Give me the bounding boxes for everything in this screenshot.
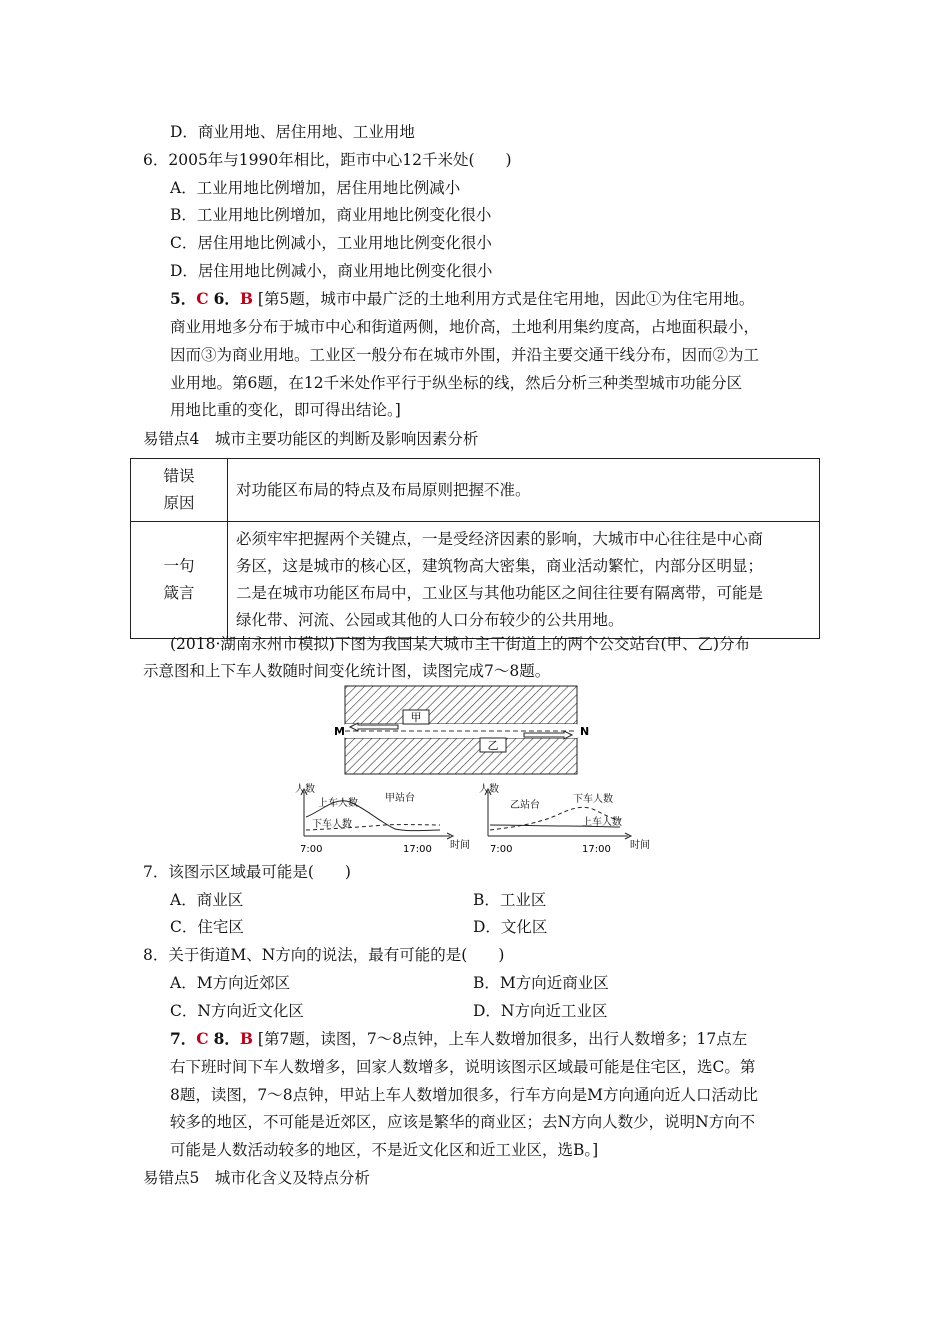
q6-option-d: D．居住用地比例减小，商业用地比例变化很小 <box>170 262 493 280</box>
answer-7-8-line4: 较多的地区，不可能是近郊区，应该是繁华的商业区；去N方向人数少，说明N方向不 <box>170 1113 756 1131</box>
tip-key-line: 箴言 <box>163 584 195 602</box>
answer-5-letter: C <box>196 289 209 308</box>
q7-stem: 7．该图示区域最可能是( ) <box>143 863 351 881</box>
chart-stop-jia <box>295 782 470 855</box>
direction-m-label: M <box>334 725 345 738</box>
direction-n-label: N <box>580 725 590 738</box>
explanation-text: [第7题，读图，7～8点钟，上车人数增加很多，出行人数增多；17点左 <box>257 1030 748 1048</box>
tip-motto-line: 绿化带、河流、公园或其他的人口分布较少的公共用地。 <box>236 611 624 629</box>
answer-6-letter: B <box>239 289 253 308</box>
q6-option-c: C．居住用地比例减小，工业用地比例变化很小 <box>170 234 492 252</box>
answer-5-6-line1 <box>170 289 754 309</box>
answer-5-6-line2: 商业用地多分布于城市中心和街道两侧，地价高，土地利用集约度高，占地面积最小， <box>170 318 760 336</box>
series-label-alighting: 下车人数 <box>573 794 613 805</box>
tip-key-line: 原因 <box>163 494 195 512</box>
tip-row-error-cause <box>131 459 820 522</box>
building-block-north <box>345 686 577 724</box>
series-label-alighting: 下车人数 <box>312 819 352 830</box>
q6-option-a: A．工业用地比例增加，居住用地比例减小 <box>170 179 461 197</box>
q7-option-a: A．商业区 <box>170 891 244 909</box>
y-axis-label: 人数 <box>295 784 315 795</box>
tick-end: 17:00 <box>403 844 432 855</box>
answer-7-number: 7． <box>170 1029 197 1048</box>
answer-6-number: 6． <box>213 289 240 308</box>
q6-option-b: B．工业用地比例增加，商业用地比例变化很小 <box>170 206 492 224</box>
tip-table <box>130 458 820 639</box>
chart-title-yi: 乙站台 <box>510 800 540 811</box>
tip-key-line: 错误 <box>163 467 195 485</box>
q6-stem: 6．2005年与1990年相比，距市中心12千米处( ) <box>143 151 512 169</box>
answer-5-number: 5． <box>170 289 197 308</box>
answer-8-number: 8． <box>213 1029 240 1048</box>
answer-8-letter: B <box>239 1029 253 1048</box>
q7-option-c: C．住宅区 <box>170 918 244 936</box>
tip-value-error-cause: 对功能区布局的特点及布局原则把握不准。 <box>228 459 820 522</box>
tick-end: 17:00 <box>582 844 611 855</box>
y-axis-label: 人数 <box>479 784 499 795</box>
tip-key-line: 一句 <box>163 557 195 575</box>
x-axis-label: 时间 <box>630 840 650 851</box>
bus-stop-figure <box>290 684 670 856</box>
answer-5-6-line5: 用地比重的变化，即可得出结论。] <box>170 401 401 419</box>
section-title-point4: 易错点4 城市主要功能区的判断及影响因素分析 <box>143 430 479 448</box>
series-label-boarding: 上车人数 <box>582 817 622 828</box>
tick-start: 7:00 <box>490 844 513 855</box>
answer-7-letter: C <box>196 1029 209 1048</box>
tip-value-motto <box>228 522 820 639</box>
building-block-south <box>345 738 577 774</box>
chart-stop-yi <box>479 782 650 855</box>
tip-motto-line: 务区，这是城市的核心区，建筑物高大密集，商业活动繁忙，内部分区明显； <box>236 557 764 575</box>
answer-7-8-line2: 右下班时间下车人数增多，回家人数增多，说明该图示区域最可能是住宅区，选C。第 <box>170 1058 756 1076</box>
section-title-point5: 易错点5 城市化含义及特点分析 <box>143 1169 370 1187</box>
stop-yi-label: 乙 <box>487 739 499 752</box>
explanation-text: [第5题，城市中最广泛的土地利用方式是住宅用地，因此①为住宅用地。 <box>257 290 755 308</box>
answer-7-8-line1 <box>170 1029 747 1049</box>
q7-option-d: D．文化区 <box>473 918 548 936</box>
x-axis-label: 时间 <box>450 840 470 851</box>
tick-start: 7:00 <box>300 844 323 855</box>
stop-jia-label: 甲 <box>410 711 422 724</box>
q8-option-c: C．N方向近文化区 <box>170 1002 304 1020</box>
q8-option-a: A．M方向近郊区 <box>170 974 291 992</box>
tip-row-motto <box>131 522 820 639</box>
intro-line2: 示意图和上下车人数随时间变化统计图，读图完成7～8题。 <box>143 662 551 680</box>
answer-7-8-line3: 8题，读图，7～8点钟，甲站上车人数增加很多，行车方向是M方向通向近人口活动比 <box>170 1086 758 1104</box>
answer-7-8-line5: 可能是人数活动较多的地区，不是近文化区和近工业区，选B。] <box>170 1141 599 1159</box>
intro-line1: (2018·湖南永州市模拟)下图为我国某大城市主干街道上的两个公交站台(甲、乙)分布 <box>170 635 751 653</box>
tip-key-error-cause <box>131 459 228 522</box>
tip-motto-line: 二是在城市功能区布局中，工业区与其他功能区之间往往要有隔离带，可能是 <box>236 584 764 602</box>
answer-5-6-line3: 因而③为商业用地。工业区一般分布在城市外围，并沿主要交通干线分布，因而②为工 <box>170 346 760 364</box>
chart-title-jia: 甲站台 <box>385 793 415 804</box>
answer-5-6-line4: 业用地。第6题，在12千米处作平行于纵坐标的线，然后分析三种类型城市功能分区 <box>170 374 743 392</box>
tip-key-motto <box>131 522 228 639</box>
q5-option-d: D．商业用地、居住用地、工业用地 <box>170 123 415 141</box>
q8-option-b: B．M方向近商业区 <box>473 974 609 992</box>
q7-option-b: B．工业区 <box>473 891 547 909</box>
q8-stem: 8．关于街道M、N方向的说法，最有可能的是( ) <box>143 946 505 964</box>
series-label-boarding: 上车人数 <box>318 798 358 809</box>
tip-motto-line: 必须牢牢把握两个关键点，一是受经济因素的影响，大城市中心往往是中心商 <box>236 530 764 548</box>
q8-option-d: D．N方向近工业区 <box>473 1002 608 1020</box>
